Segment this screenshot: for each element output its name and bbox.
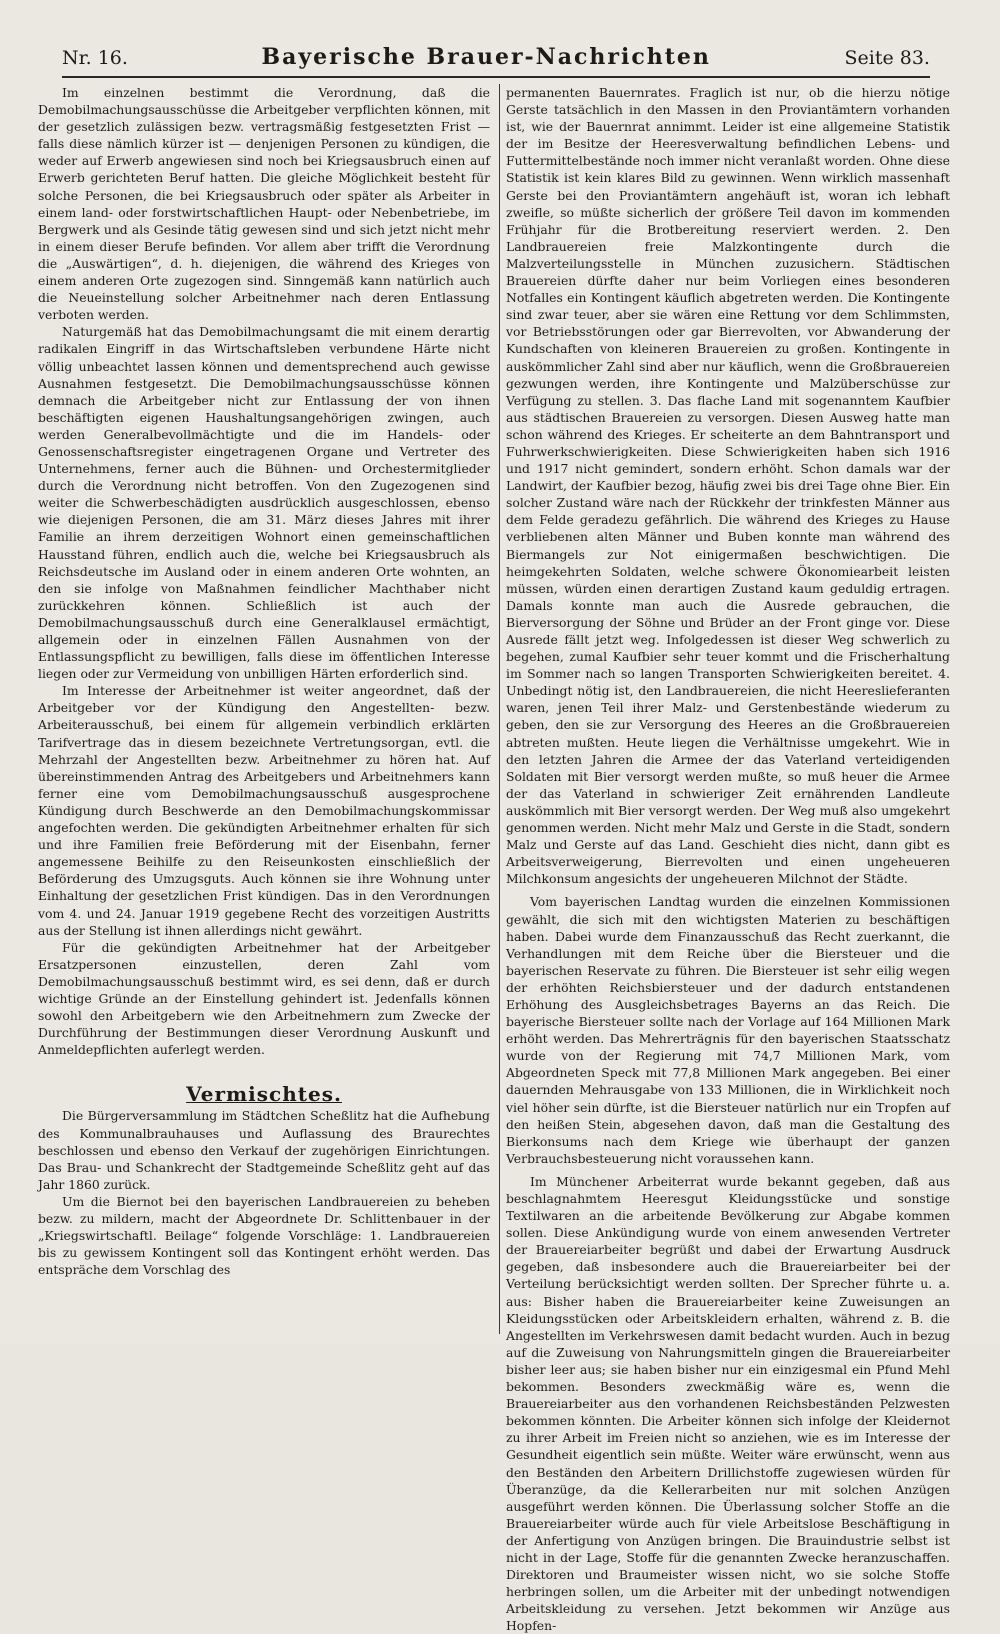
column-divider — [499, 84, 500, 1334]
paragraph: Die Bürgerversammlung im Städtchen Scheßlitz hat die Aufhebung des Kommunalbrauhauses und Auflassung des Braurechtes beschlossen und ebenso den Verkauf der zugehörigen Einrichtungen. Das Brau- und Schankrecht der Stadtgemeinde Scheßlitz geht auf das Jahr 1860 zurück. — [38, 1108, 490, 1192]
paragraph: Naturgemäß hat das Demobilmachungsamt die mit einem derartig radikalen Eingriff in das Wirtschaftsleben verbundene Härte nicht völlig unbeachtet lassen können und dementsprechend auch gewisse Ausnahmen festgesetzt. Die Demobilmachungsausschüsse können demnach die Arbeitgeber nicht zur Entlassung der von ihnen beschäftigten eigenen Haushaltungsangehörigen zwingen, auch werden Generalbevollmächtigte und die im Handels- oder Genossenschaftsregister eingetragenen Organe und Vertreter des Unternehmens, ferner auch die Bühnen- und Orchestermitglieder durch die Verordnung nicht betroffen. Von den Zugezogenen sind weiter die Schwerbeschädigten ausdrücklich ausgeschlossen, ebenso wie diejenigen Personen, die am 31. März dieses Jahres mit ihrer Familie an ihrem derzeitigen Wohnort einen gemeinschaftlichen Hausstand führen, endlich auch die, welche bei Kriegsausbruch als Reichsdeutsche im Ausland oder in einem anderen Orte wohnten, an den sie infolge von Maßnahmen feindlicher Machthaber nicht zurückkehren können. Schließlich ist auch der Demobilmachungsausschuß durch eine Generalklausel ermächtigt, allgemein oder in einzelnen Fällen Ausnahmen von der Entlassungspflicht zu bewilligen, falls diese im öffentlichen Interesse liegen oder zur Vermeidung von unbilligen Härten erforderlich sind. — [38, 324, 490, 682]
newspaper-title: Bayerische Brauer-Nachrichten — [261, 44, 711, 70]
paragraph: Im Münchener Arbeiterrat wurde bekannt gegeben, daß aus beschlagnahmtem Heeresgut Kleidungsstücke und sonstige Textilwaren an die arbeitende Bevölkerung zur Abgabe kommen sollen. Diese Ankündigung wurde von einem anwesenden Vertreter der Brauereiarbeiter begrüßt und dabei der Erwartung Ausdruck gegeben, daß insbesondere auch die Brauereiarbeiter bei der Verteilung berücksichtigt werden sollten. Der Sprecher führte u. a. aus: Bisher haben die Brauereiarbeiter keine Zuweisungen an Kleidungsstücken oder Arbeitskleidern erhalten, während z. B. die Angestellten im Verkehrswesen damit bedacht wurden. Auch in bezug auf die Zuweisung von Nahrungsmitteln gingen die Brauereiarbeiter bisher leer aus; sie haben bisher nur ein einzigesmal ein Pfund Mehl bekommen. Besonders zweckmäßig wäre es, wenn die Brauereiarbeiter aus den vorhandenen Reichsbeständen Pelzwesten bekommen könnten. Die Arbeiter können sich infolge der Kleidernot zu ihrer Arbeit im Freien nicht so anziehen, wie es im Interesse der Gesundheit eigentlich sein müßte. Weiter wäre erwünscht, wenn aus den Beständen den Arbeitern Drillichstoffe zugewiesen würden für Überanzüge, da die Kellerarbeiten nur mit solchen Anzügen ausgeführt werden können. Die Überlassung solcher Stoffe an die Brauereiarbeiter würde auch für viele Arbeitslose Beschäftigung in der Anfertigung von Anzügen bringen. Die Brauindustrie selbst ist nicht in der Lage, Stoffe für die genannten Zwecke heranzuschaffen. Direktoren und Braumeister wissen nicht, wo sie solche Stoffe herbringen sollen, um die Arbeiter mit der unbedingt notwendigen Arbeitskleidung zu versehen. Jetzt bekommen wir Anzüge aus Hopfen- — [506, 1173, 950, 1634]
paragraph: Vom bayerischen Landtag wurden die einzelnen Kommissionen gewählt, die sich mit den wichtigsten Materien zu beschäftigen haben. Dabei wurde dem Finanzausschuß das Recht zuerkannt, die Verhandlungen mit dem Reiche über die Biersteuer und die bayerischen Reservate zu führen. Die Biersteuer ist sehr eilig wegen der erhöhten Reichsbiersteuer und der dadurch entstandenen Erhöhung des Ausgleichsbetrages Bayerns an das Reich. Die bayerische Biersteuer sollte nach der Vorlage auf 164 Millionen Mark erhöht werden. Das Mehrerträgnis für den bayerischen Staatsschatz wurde von der Regierung mit 74,7 Millionen Mark, vom Abgeordneten Speck mit 77,8 Millionen Mark angegeben. Bei einer dauernden Mehrausgabe von 133 Millionen, die in Wirklichkeit noch viel höher sein dürfte, ist die Biersteuer natürlich nur ein Tropfen auf den heißen Stein, abgesehen davon, daß man die Gestaltung des Bierkonsums nach dem Kriege wie überhaupt der ganzen Verbrauchsbesteuerung nicht voraussehen kann. — [506, 894, 950, 1166]
paragraph: Im einzelnen bestimmt die Verordnung, daß die Demobilmachungsausschüsse die Arbeitgeber verpflichten können, mit der gesetzlich zulässigen bezw. vertragsmäßig festgesetzten Frist — falls diese nämlich kürzer ist — denjenigen Personen zu kündigen, die weder auf Erwerb angewiesen sind noch bei Kriegsausbruch einen auf Erwerb gerichteten Beruf hatten. Die gleiche Möglichkeit besteht für solche Personen, die bei Kriegsausbruch oder später als Arbeiter in einem land- oder forstwirtschaftlichen Haupt- oder Nebenbetriebe, im Bergwerk und als Gesinde tätig gewesen sind und sich jetzt nicht mehr in einem dieser Berufe befinden. Vor allem aber trifft die Verordnung die „Auswärtigen“, d. h. diejenigen, die während des Krieges von einem anderen Orte zugezogen sind. Sinngemäß kann natürlich auch die Neueinstellung solcher Arbeitnehmer nach deren Entlassung verboten werden. — [38, 85, 490, 323]
right-column — [506, 84, 950, 1634]
page-number: Seite 83. — [844, 47, 930, 69]
paragraph: Für die gekündigten Arbeitnehmer hat der Arbeitgeber Ersatzpersonen einzustellen, deren Zahl vom Demobilmachungsausschuß bestimmt wird, es sei denn, daß er durch wichtige Gründe an der Einstellung gehindert ist. Jedenfalls können sowohl den Arbeitgebern wie den Arbeitnehmern zum Zwecke der Durchführung der Bestimmungen dieser Verordnung Auskunft und Anmeldepflichten auferlegt werden. — [38, 939, 490, 1058]
paragraph-continued: permanenten Bauernrates. Fraglich ist nur, ob die hierzu nötige Gerste tatsächlich in den Massen in den Proviantämtern vorhanden ist, wie der Bauernrat annimmt. Leider ist eine allgemeine Statistik der im Besitze der Heeresverwaltung befindlichen Lebens- und Futtermittelbestände noch immer nicht veranlaßt worden. Ohne diese Statistik ist kein klares Bild zu gewinnen. Wenn wirklich massenhaft Gerste bei den Proviantämtern angehäuft ist, woran ich lebhaft zweifle, so müßte sicherlich der größere Teil davon im kommenden Frühjahr für die Brotbereitung reserviert werden. 2. Den Landbrauereien freie Malzkontingente durch die Malzverteilungsstelle in München zuzusichern. Städtischen Brauereien dürfte daher nur beim Vorliegen eines besonderen Notfalles ein Kontingent käuflich abgetreten werden. Die Kontingente sind zwar teuer, aber sie wären eine Rettung vor dem Schlimmsten, vor Betriebsstörungen oder gar Bierrevolten, vor Abwanderung der Kundschaften von kleineren Brauereien zu großen. Kontingente in auskömmlicher Zahl sind aber nur käuflich, wenn die Großbrauereien gezwungen werden, ihre Kontingente und Malzüberschüsse zur Verfügung zu stellen. 3. Das flache Land mit sogenanntem Kaufbier aus städtischen Brauereien zu versorgen. Diesen Ausweg hatte man schon während des Krieges. Er scheiterte an dem Bahntransport und Fuhrwerkschwierigkeiten. Diese Schwierigkeiten haben sich 1916 und 1917 nicht gemindert, sondern erhöht. Schon damals war der Landwirt, der Kaufbier bezog, häufig zwei bis drei Tage ohne Bier. Ein solcher Zustand wäre nach der Rückkehr der trinkfesten Männer aus dem Felde geradezu gefährlich. Die während des Krieges zu Hause verbliebenen alten Männer und Buben konnte man während des Biermangels zur Not einigermaßen beschwichtigen. Die heimgekehrten Soldaten, welche schwere Ökonomiearbeit leisten müssen, würden einen derartigen Zustand kaum geduldig ertragen. Damals konnte man auch die Ausrede gebrauchen, die Bierversorgung der Söhne und Brüder an der Front ginge vor. Diese Ausrede fällt jetzt weg. Infolgedessen ist dieser Weg schwerlich zu begehen, zumal Kaufbier sehr teuer kommt und die Frischerhaltung im Sommer nach so langen Transporten Schwierigkeiten bereitet. 4. Unbedingt nötig ist, den Landbrauereien, die nicht Heereslieferanten waren, jenen Teil ihrer Malz- und Gerstenbestände wiederum zu geben, den sie zur Versorgung des Heeres an die Großbrauereien abtreten mußten. Heute liegen die Verhältnisse umgekehrt. Wie in den letzten Jahren die Armee der das Vaterland verteidigenden Soldaten mit Bier versorgt werden mußte, so muß heuer die Armee der das Vaterland in schwieriger Zeit ernährenden Landleute auskömmlich mit Bier versorgt werden. Der Weg muß also umgekehrt genommen werden. Nicht mehr Malz und Gerste in die Stadt, sondern Malz und Gerste auf das Land. Geschieht dies nicht, dann gibt es Arbeitsverweigerung, Bierrevolten und einen ungeheueren Milchkonsum angesichts der ungeheueren Milchnot der Städte. — [506, 85, 950, 887]
paragraph: Um die Biernot bei den bayerischen Landbrauereien zu beheben bezw. zu mildern, macht der Abgeordnete Dr. Schlittenbauer in der „Kriegswirtschaftl. Beilage“ folgende Vorschläge: 1. Landbrauereien bis zu gewissem Kontingent soll das Kontingent erhöht werden. Das entspräche dem Vorschlag des — [38, 1193, 490, 1278]
section-title: Vermischtes. — [186, 1082, 342, 1107]
issue-number: Nr. 16. — [62, 47, 128, 69]
section-spacer — [38, 1058, 490, 1080]
paragraph: Im Interesse der Arbeitnehmer ist weiter angeordnet, daß der Arbeitgeber vor der Kündigung den Angestellten- bezw. Arbeiterausschuß, bei einem für allgemein verbindlich erklärten Tarifvertrage das in diesem bezeichnete Vertretungsorgan, evtl. die Mehrzahl der Angestellten bezw. Arbeitnehmer zu hören hat. Auf übereinstimmenden Antrag des Arbeitgebers und Arbeitnehmers kann ferner eine vom Demobilmachungsausschuß ausgesprochene Kündigung durch Beschwerde an den Demobilmachungskommissar angefochten werden. Die gekündigten Arbeitnehmer erhalten für sich und ihre Familien freie Beförderung mit der Eisenbahn, ferner angemessene Beihilfe zu den Reiseunkosten einschließlich der Beförderung des Umzugsguts. Auch können sie ihre Wohnung unter Einhaltung der gesetzlichen Frist kündigen. Das in den Verordnungen vom 4. und 24. Januar 1919 gegebene Recht des vorzeitigen Austritts aus der Stellung ist ihnen allerdings nicht gewährt. — [38, 683, 490, 938]
page-header — [62, 44, 930, 78]
left-column — [38, 84, 490, 1278]
